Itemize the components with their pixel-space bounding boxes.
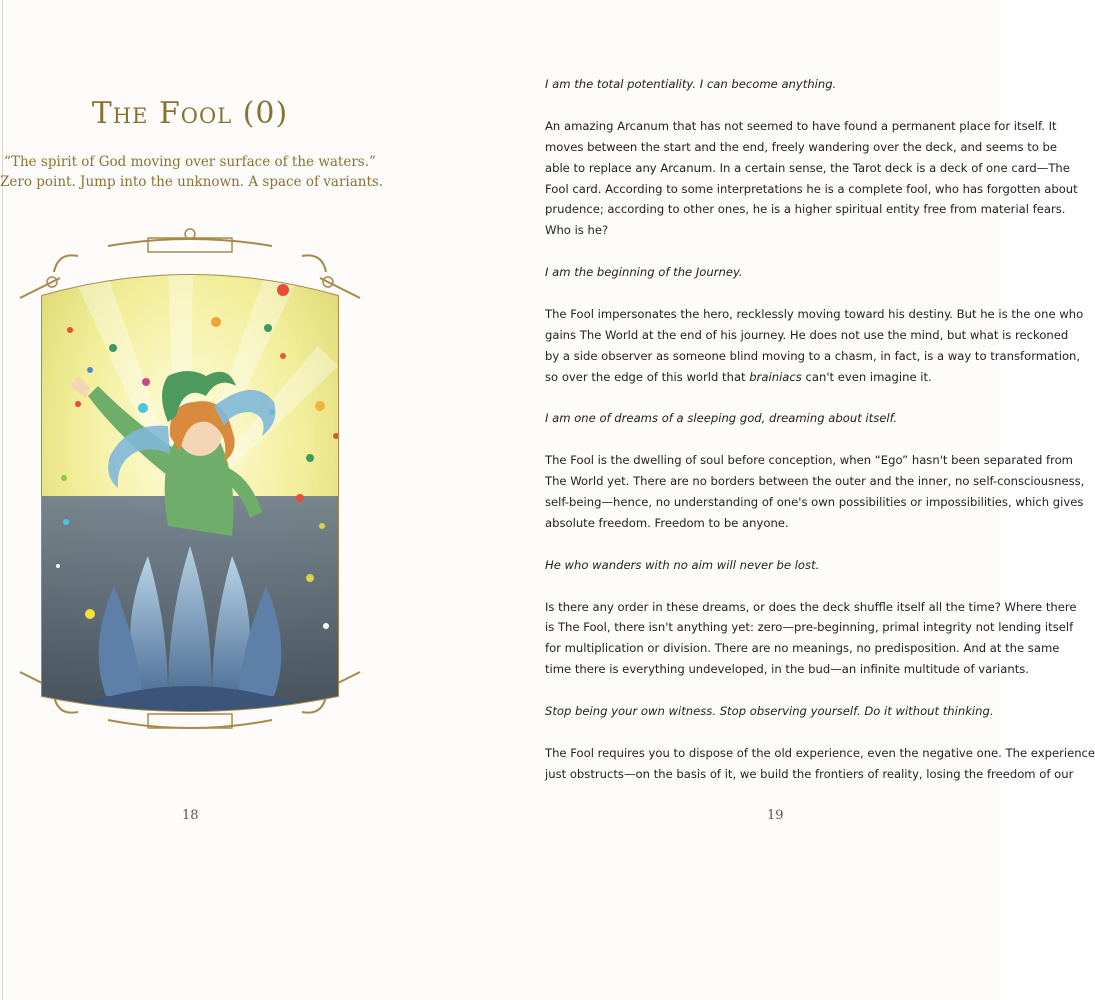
text-line: The World yet. There are no borders between the outer and the inner, no self-consciousness, xyxy=(545,474,1085,489)
text-line: moves between the start and the end, freely wandering over the deck, and seems to be xyxy=(545,139,1058,154)
page-number-left: 18 xyxy=(182,808,199,823)
paragraph xyxy=(545,116,1078,241)
text-line: for multiplication or division. There are no meanings, no predisposition. And at the same xyxy=(545,641,1060,656)
paragraph xyxy=(545,304,1084,388)
paragraph xyxy=(545,743,1095,785)
card-scene xyxy=(18,226,362,740)
pull-quote: I am one of dreams of a sleeping god, dreaming about itself. xyxy=(545,411,898,426)
fool-card-illustration xyxy=(18,226,362,740)
epigraph xyxy=(0,152,384,192)
right-page xyxy=(500,0,1095,1000)
text-line: gains The World at the end of his journey. He does not use the mind, but what is reckoned xyxy=(545,327,1069,342)
text-line: able to replace any Arcanum. In a certain sense, the Tarot deck is a deck of one card—The xyxy=(545,160,1070,175)
pull-quote: Stop being your own witness. Stop observing yourself. Do it without thinking. xyxy=(545,704,994,719)
text-line: Is there any order in these dreams, or does the deck shuffle itself all the time? Where there xyxy=(545,599,1077,614)
left-page xyxy=(0,0,384,1000)
text-line: prudence; according to other ones, he is a higher spiritual entity free from material fears. xyxy=(545,202,1066,217)
text-line: The Fool requires you to dispose of the old experience, even the negative one. The experience xyxy=(545,745,1095,760)
text-line: just obstructs—on the basis of it, we build the frontiers of reality, losing the freedom of our xyxy=(545,766,1074,781)
body-text xyxy=(545,74,1095,806)
text-line: Who is he? xyxy=(545,223,609,238)
pull-quote: He who wanders with no aim will never be lost. xyxy=(545,557,820,572)
text-line: Fool card. According to some interpretations he is a complete fool, who has forgotten about xyxy=(545,181,1078,196)
pull-quote: I am the total potentiality. I can become anything. xyxy=(545,77,837,91)
text-line: self-being—hence, no understanding of one's own possibilities or impossibilities, which gives xyxy=(545,495,1084,510)
paragraph xyxy=(545,450,1085,534)
text-line: The Fool impersonates the hero, recklessly moving toward his destiny. But he is the one who xyxy=(545,306,1084,321)
text-line: The Fool is the dwelling of soul before conception, when “Ego” hasn't been separated from xyxy=(545,453,1073,468)
epigraph-line-1: “The spirit of God moving over surface of the waters.” xyxy=(4,154,376,170)
epigraph-line-2: Zero point. Jump into the unknown. A space of variants. xyxy=(0,174,384,190)
paragraph xyxy=(545,597,1077,681)
text-line: is The Fool, there isn't anything yet: zero—pre-beginning, primal integrity not lending itself xyxy=(545,620,1074,635)
pull-quote: I am the beginning of the Journey. xyxy=(545,265,743,280)
text-line: by a side observer as someone blind moving to a chasm, in fact, is a way to transformation, xyxy=(545,348,1081,363)
text-line: absolute freedom. Freedom to be anyone. xyxy=(545,515,789,530)
text-line: time there is everything undeveloped, in the bud—an infinite multitude of variants. xyxy=(545,662,1029,677)
page-title: The Fool (0) xyxy=(91,96,289,131)
text-line: An amazing Arcanum that has not seemed to have found a permanent place for itself. It xyxy=(545,118,1057,133)
text-line: can't even imagine it. xyxy=(805,369,932,384)
page-number-right: 19 xyxy=(767,808,784,823)
text-line: so over the edge of this world that xyxy=(545,369,746,384)
emphasis-word: brainiacs xyxy=(749,369,802,384)
